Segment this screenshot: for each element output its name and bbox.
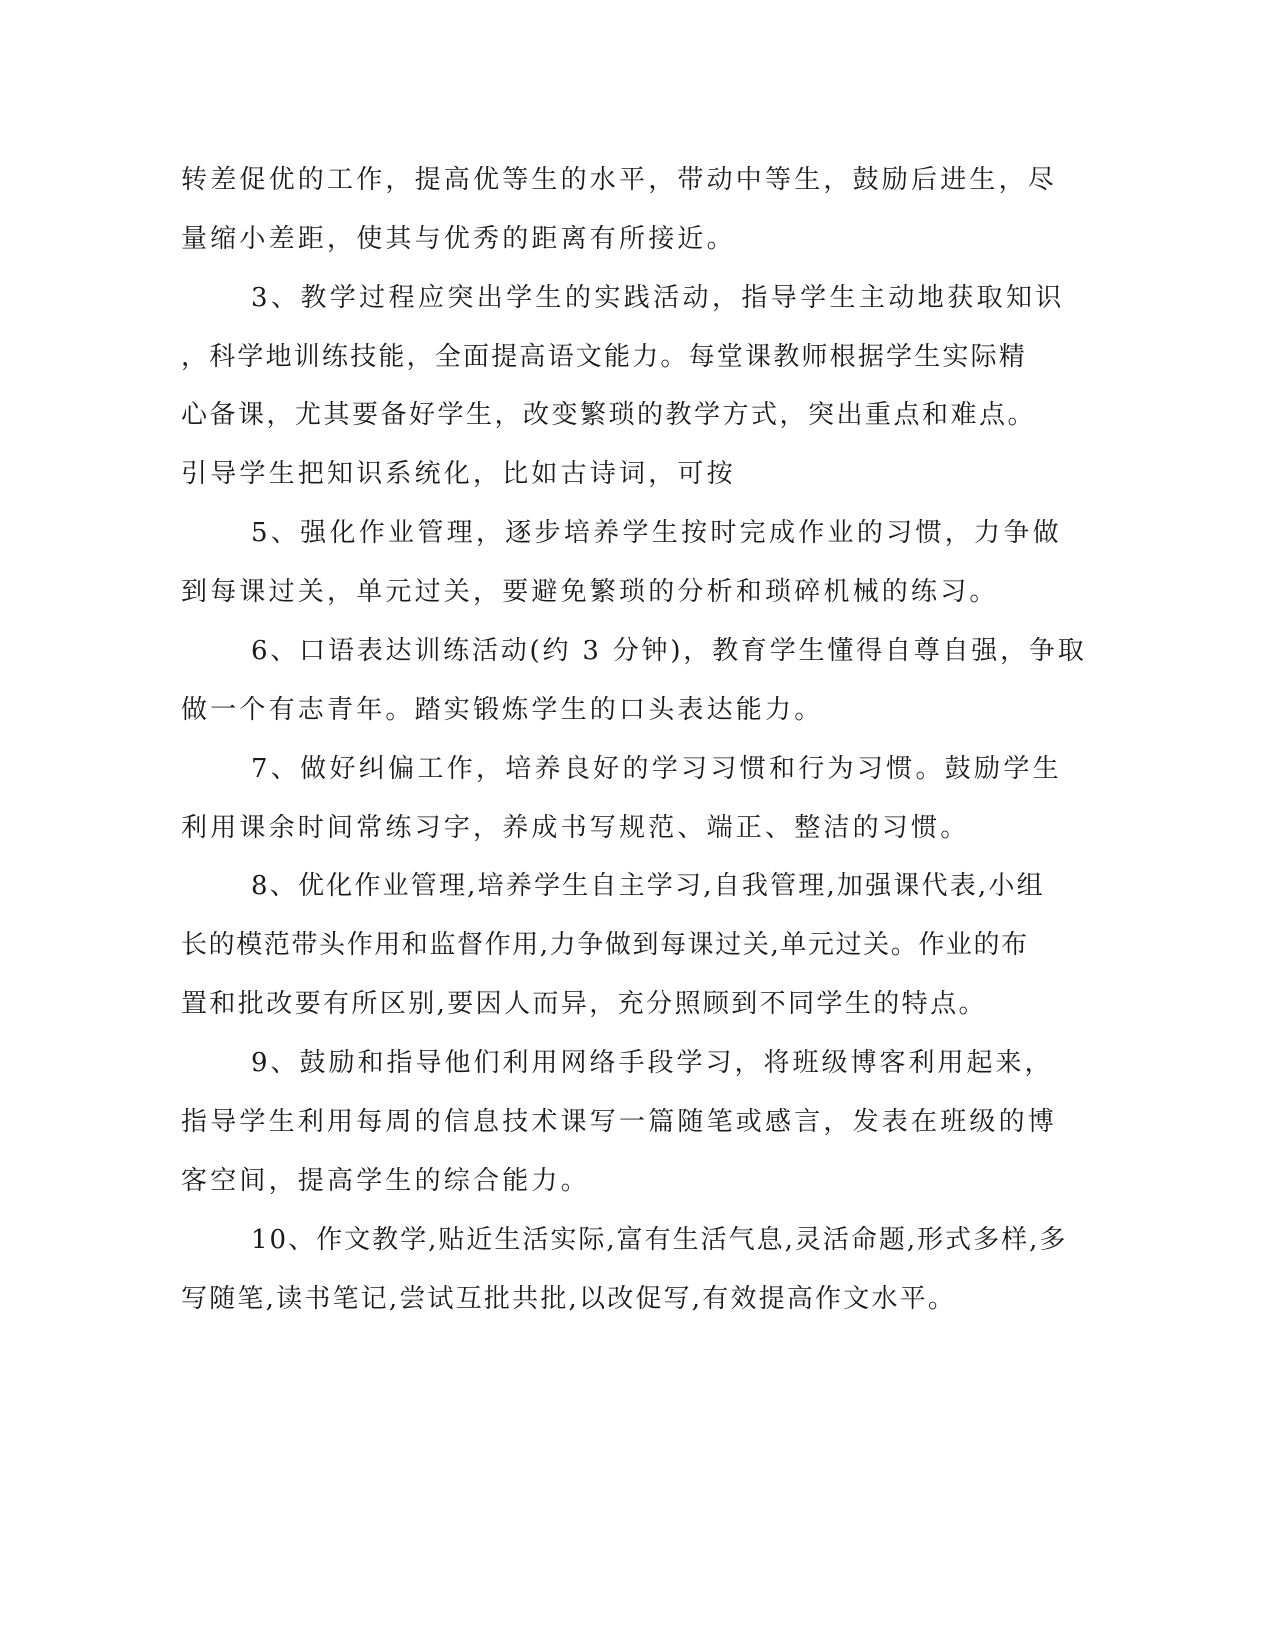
text-line: 到每课过关，单元过关，要避免繁琐的分析和琐碎机械的练习。	[181, 577, 999, 607]
text-line: 指导学生利用每周的信息技术课写一篇随笔或感言，发表在班级的博	[181, 1107, 1058, 1137]
text-line: 写随笔,读书笔记,尝试互批共批,以改促写,有效提高作文水平。	[181, 1284, 957, 1314]
text-line: 6、口语表达训练活动(约 3 分钟)，教育学生懂得自尊自强，争取	[251, 636, 1087, 666]
text-line: 客空间，提高学生的综合能力。	[181, 1166, 590, 1196]
text-line: 10、作文教学,贴近生活实际,富有生活气息,灵活命题,形式多样,多	[251, 1225, 1068, 1255]
text-line: 3、教学过程应突出学生的实践活动，指导学生主动地获取知识	[251, 283, 1065, 313]
text-line: 置和批改要有所区别,要因人而异，充分照顾到不同学生的特点。	[181, 989, 987, 1019]
text-line: 转差促优的工作，提高优等生的水平，带动中等生，鼓励后进生，尽	[181, 165, 1058, 195]
text-line: 7、做好纠偏工作，培养良好的学习习惯和行为习惯。鼓励学生	[251, 754, 1062, 784]
text-line: 心备课，尤其要备好学生，改变繁琐的教学方式，突出重点和难点。	[181, 400, 1037, 430]
text-line: ，科学地训练技能，全面提高语文能力。每堂课教师根据学生实际精	[181, 342, 1028, 372]
text-line: 量缩小差距，使其与优秀的距离有所接近。	[181, 224, 736, 254]
text-line: 利用课余时间常练习字，养成书写规范、端正、整洁的习惯。	[181, 813, 970, 843]
text-line: 9、鼓励和指导他们利用网络手段学习，将班级博客利用起来，	[251, 1048, 1054, 1078]
text-line: 引导学生把知识系统化，比如古诗词，可按	[181, 459, 736, 489]
text-line: 做一个有志青年。踏实锻炼学生的口头表达能力。	[181, 695, 824, 725]
text-line: 长的模范带头作用和监督作用,力争做到每课过关,单元过关。作业的布	[181, 930, 1029, 960]
text-line: 8、优化作业管理,培养学生自主学习,自我管理,加强课代表,小组	[251, 871, 1045, 901]
text-line: 5、强化作业管理，逐步培养学生按时完成作业的习惯，力争做	[251, 518, 1062, 548]
